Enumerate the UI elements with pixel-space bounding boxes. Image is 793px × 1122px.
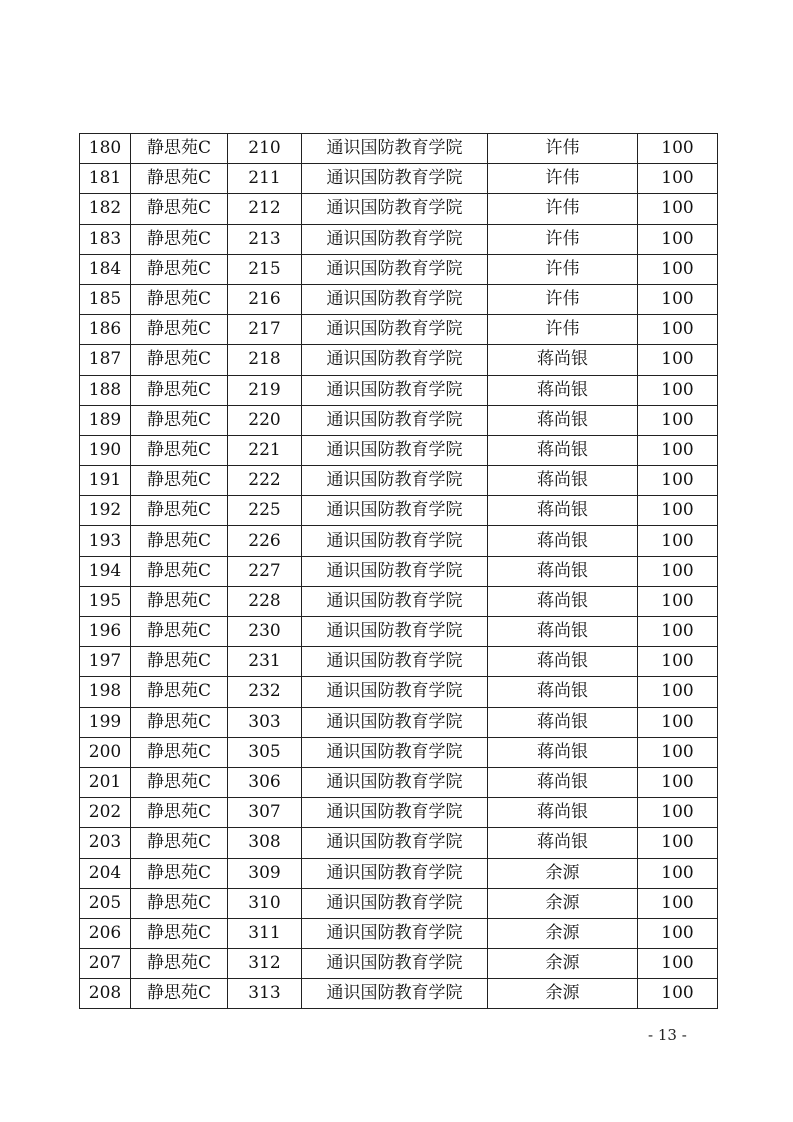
score-cell: 100 bbox=[638, 194, 718, 224]
building-cell: 静思苑C bbox=[131, 466, 228, 496]
row-number-cell: 206 bbox=[80, 918, 131, 948]
room-cell: 232 bbox=[228, 677, 302, 707]
room-cell: 217 bbox=[228, 315, 302, 345]
building-cell: 静思苑C bbox=[131, 858, 228, 888]
row-number-cell: 198 bbox=[80, 677, 131, 707]
row-number-cell: 207 bbox=[80, 949, 131, 979]
manager-cell: 余源 bbox=[488, 918, 638, 948]
building-cell: 静思苑C bbox=[131, 707, 228, 737]
score-cell: 100 bbox=[638, 828, 718, 858]
row-number-cell: 208 bbox=[80, 979, 131, 1009]
score-cell: 100 bbox=[638, 405, 718, 435]
table-row bbox=[80, 194, 718, 224]
row-number-cell: 190 bbox=[80, 435, 131, 465]
manager-cell: 蒋尚银 bbox=[488, 496, 638, 526]
building-cell: 静思苑C bbox=[131, 828, 228, 858]
row-number-cell: 203 bbox=[80, 828, 131, 858]
table-row bbox=[80, 979, 718, 1009]
row-number-cell: 183 bbox=[80, 224, 131, 254]
college-cell: 通识国防教育学院 bbox=[302, 767, 488, 797]
college-cell: 通识国防教育学院 bbox=[302, 556, 488, 586]
building-cell: 静思苑C bbox=[131, 435, 228, 465]
room-cell: 231 bbox=[228, 647, 302, 677]
score-cell: 100 bbox=[638, 375, 718, 405]
score-cell: 100 bbox=[638, 888, 718, 918]
college-cell: 通识国防教育学院 bbox=[302, 949, 488, 979]
score-cell: 100 bbox=[638, 345, 718, 375]
table-row bbox=[80, 375, 718, 405]
manager-cell: 余源 bbox=[488, 949, 638, 979]
score-cell: 100 bbox=[638, 284, 718, 314]
room-cell: 227 bbox=[228, 556, 302, 586]
manager-cell: 许伟 bbox=[488, 134, 638, 164]
building-cell: 静思苑C bbox=[131, 164, 228, 194]
building-cell: 静思苑C bbox=[131, 888, 228, 918]
college-cell: 通识国防教育学院 bbox=[302, 284, 488, 314]
building-cell: 静思苑C bbox=[131, 918, 228, 948]
room-cell: 218 bbox=[228, 345, 302, 375]
manager-cell: 蒋尚银 bbox=[488, 526, 638, 556]
table-row bbox=[80, 737, 718, 767]
room-cell: 210 bbox=[228, 134, 302, 164]
manager-cell: 蒋尚银 bbox=[488, 767, 638, 797]
table-row bbox=[80, 466, 718, 496]
row-number-cell: 202 bbox=[80, 798, 131, 828]
manager-cell: 蒋尚银 bbox=[488, 828, 638, 858]
building-cell: 静思苑C bbox=[131, 949, 228, 979]
building-cell: 静思苑C bbox=[131, 315, 228, 345]
table-row bbox=[80, 134, 718, 164]
college-cell: 通识国防教育学院 bbox=[302, 224, 488, 254]
room-cell: 220 bbox=[228, 405, 302, 435]
manager-cell: 蒋尚银 bbox=[488, 405, 638, 435]
row-number-cell: 184 bbox=[80, 254, 131, 284]
manager-cell: 许伟 bbox=[488, 224, 638, 254]
college-cell: 通识国防教育学院 bbox=[302, 918, 488, 948]
table-row bbox=[80, 284, 718, 314]
table-row bbox=[80, 798, 718, 828]
row-number-cell: 180 bbox=[80, 134, 131, 164]
college-cell: 通识国防教育学院 bbox=[302, 375, 488, 405]
score-cell: 100 bbox=[638, 556, 718, 586]
manager-cell: 许伟 bbox=[488, 164, 638, 194]
table-row bbox=[80, 828, 718, 858]
table-row bbox=[80, 858, 718, 888]
row-number-cell: 187 bbox=[80, 345, 131, 375]
college-cell: 通识国防教育学院 bbox=[302, 496, 488, 526]
college-cell: 通识国防教育学院 bbox=[302, 254, 488, 284]
room-cell: 221 bbox=[228, 435, 302, 465]
building-cell: 静思苑C bbox=[131, 405, 228, 435]
score-cell: 100 bbox=[638, 586, 718, 616]
college-cell: 通识国防教育学院 bbox=[302, 798, 488, 828]
table-row bbox=[80, 647, 718, 677]
score-cell: 100 bbox=[638, 224, 718, 254]
college-cell: 通识国防教育学院 bbox=[302, 858, 488, 888]
room-cell: 313 bbox=[228, 979, 302, 1009]
room-cell: 225 bbox=[228, 496, 302, 526]
score-cell: 100 bbox=[638, 526, 718, 556]
building-cell: 静思苑C bbox=[131, 194, 228, 224]
manager-cell: 许伟 bbox=[488, 194, 638, 224]
table-row bbox=[80, 586, 718, 616]
table-row bbox=[80, 617, 718, 647]
manager-cell: 蒋尚银 bbox=[488, 586, 638, 616]
building-cell: 静思苑C bbox=[131, 254, 228, 284]
college-cell: 通识国防教育学院 bbox=[302, 345, 488, 375]
score-cell: 100 bbox=[638, 134, 718, 164]
room-cell: 312 bbox=[228, 949, 302, 979]
score-cell: 100 bbox=[638, 677, 718, 707]
row-number-cell: 199 bbox=[80, 707, 131, 737]
college-cell: 通识国防教育学院 bbox=[302, 466, 488, 496]
building-cell: 静思苑C bbox=[131, 284, 228, 314]
row-number-cell: 193 bbox=[80, 526, 131, 556]
table-body bbox=[80, 134, 718, 1009]
score-cell: 100 bbox=[638, 496, 718, 526]
table-row bbox=[80, 888, 718, 918]
room-cell: 305 bbox=[228, 737, 302, 767]
building-cell: 静思苑C bbox=[131, 375, 228, 405]
manager-cell: 余源 bbox=[488, 979, 638, 1009]
room-cell: 230 bbox=[228, 617, 302, 647]
college-cell: 通识国防教育学院 bbox=[302, 737, 488, 767]
college-cell: 通识国防教育学院 bbox=[302, 315, 488, 345]
college-cell: 通识国防教育学院 bbox=[302, 405, 488, 435]
table-row bbox=[80, 345, 718, 375]
score-cell: 100 bbox=[638, 647, 718, 677]
score-cell: 100 bbox=[638, 979, 718, 1009]
manager-cell: 蒋尚银 bbox=[488, 556, 638, 586]
score-cell: 100 bbox=[638, 737, 718, 767]
room-cell: 310 bbox=[228, 888, 302, 918]
building-cell: 静思苑C bbox=[131, 586, 228, 616]
manager-cell: 蒋尚银 bbox=[488, 677, 638, 707]
room-cell: 213 bbox=[228, 224, 302, 254]
table-row bbox=[80, 224, 718, 254]
college-cell: 通识国防教育学院 bbox=[302, 828, 488, 858]
manager-cell: 许伟 bbox=[488, 254, 638, 284]
table-row bbox=[80, 707, 718, 737]
table-row bbox=[80, 526, 718, 556]
college-cell: 通识国防教育学院 bbox=[302, 194, 488, 224]
manager-cell: 蒋尚银 bbox=[488, 737, 638, 767]
row-number-cell: 196 bbox=[80, 617, 131, 647]
row-number-cell: 200 bbox=[80, 737, 131, 767]
college-cell: 通识国防教育学院 bbox=[302, 435, 488, 465]
building-cell: 静思苑C bbox=[131, 737, 228, 767]
college-cell: 通识国防教育学院 bbox=[302, 164, 488, 194]
manager-cell: 蒋尚银 bbox=[488, 345, 638, 375]
building-cell: 静思苑C bbox=[131, 496, 228, 526]
score-cell: 100 bbox=[638, 254, 718, 284]
table-row bbox=[80, 767, 718, 797]
manager-cell: 蒋尚银 bbox=[488, 435, 638, 465]
row-number-cell: 188 bbox=[80, 375, 131, 405]
row-number-cell: 204 bbox=[80, 858, 131, 888]
page-number: - 13 - bbox=[648, 1026, 687, 1044]
college-cell: 通识国防教育学院 bbox=[302, 888, 488, 918]
room-cell: 306 bbox=[228, 767, 302, 797]
room-cell: 309 bbox=[228, 858, 302, 888]
row-number-cell: 195 bbox=[80, 586, 131, 616]
score-cell: 100 bbox=[638, 617, 718, 647]
dormitory-table bbox=[79, 133, 718, 1009]
college-cell: 通识国防教育学院 bbox=[302, 707, 488, 737]
manager-cell: 蒋尚银 bbox=[488, 707, 638, 737]
row-number-cell: 205 bbox=[80, 888, 131, 918]
row-number-cell: 194 bbox=[80, 556, 131, 586]
score-cell: 100 bbox=[638, 918, 718, 948]
manager-cell: 许伟 bbox=[488, 284, 638, 314]
room-cell: 307 bbox=[228, 798, 302, 828]
score-cell: 100 bbox=[638, 164, 718, 194]
room-cell: 212 bbox=[228, 194, 302, 224]
building-cell: 静思苑C bbox=[131, 345, 228, 375]
table-row bbox=[80, 949, 718, 979]
row-number-cell: 181 bbox=[80, 164, 131, 194]
college-cell: 通识国防教育学院 bbox=[302, 979, 488, 1009]
college-cell: 通识国防教育学院 bbox=[302, 526, 488, 556]
score-cell: 100 bbox=[638, 798, 718, 828]
row-number-cell: 189 bbox=[80, 405, 131, 435]
manager-cell: 蒋尚银 bbox=[488, 617, 638, 647]
college-cell: 通识国防教育学院 bbox=[302, 586, 488, 616]
manager-cell: 余源 bbox=[488, 888, 638, 918]
building-cell: 静思苑C bbox=[131, 647, 228, 677]
room-cell: 219 bbox=[228, 375, 302, 405]
manager-cell: 蒋尚银 bbox=[488, 647, 638, 677]
row-number-cell: 191 bbox=[80, 466, 131, 496]
room-cell: 216 bbox=[228, 284, 302, 314]
score-cell: 100 bbox=[638, 435, 718, 465]
score-cell: 100 bbox=[638, 949, 718, 979]
table-row bbox=[80, 254, 718, 284]
room-cell: 211 bbox=[228, 164, 302, 194]
row-number-cell: 185 bbox=[80, 284, 131, 314]
table-row bbox=[80, 435, 718, 465]
room-cell: 215 bbox=[228, 254, 302, 284]
row-number-cell: 182 bbox=[80, 194, 131, 224]
manager-cell: 蒋尚银 bbox=[488, 466, 638, 496]
row-number-cell: 186 bbox=[80, 315, 131, 345]
table-row bbox=[80, 405, 718, 435]
row-number-cell: 197 bbox=[80, 647, 131, 677]
score-cell: 100 bbox=[638, 315, 718, 345]
row-number-cell: 201 bbox=[80, 767, 131, 797]
manager-cell: 余源 bbox=[488, 858, 638, 888]
score-cell: 100 bbox=[638, 858, 718, 888]
building-cell: 静思苑C bbox=[131, 677, 228, 707]
college-cell: 通识国防教育学院 bbox=[302, 647, 488, 677]
building-cell: 静思苑C bbox=[131, 767, 228, 797]
room-cell: 226 bbox=[228, 526, 302, 556]
college-cell: 通识国防教育学院 bbox=[302, 617, 488, 647]
building-cell: 静思苑C bbox=[131, 798, 228, 828]
table-row bbox=[80, 677, 718, 707]
building-cell: 静思苑C bbox=[131, 526, 228, 556]
room-cell: 311 bbox=[228, 918, 302, 948]
building-cell: 静思苑C bbox=[131, 556, 228, 586]
manager-cell: 蒋尚银 bbox=[488, 375, 638, 405]
college-cell: 通识国防教育学院 bbox=[302, 677, 488, 707]
table-row bbox=[80, 496, 718, 526]
score-cell: 100 bbox=[638, 466, 718, 496]
table-row bbox=[80, 315, 718, 345]
room-cell: 228 bbox=[228, 586, 302, 616]
room-cell: 308 bbox=[228, 828, 302, 858]
room-cell: 303 bbox=[228, 707, 302, 737]
table-row bbox=[80, 556, 718, 586]
manager-cell: 许伟 bbox=[488, 315, 638, 345]
score-cell: 100 bbox=[638, 707, 718, 737]
score-cell: 100 bbox=[638, 767, 718, 797]
room-cell: 222 bbox=[228, 466, 302, 496]
building-cell: 静思苑C bbox=[131, 224, 228, 254]
building-cell: 静思苑C bbox=[131, 134, 228, 164]
table-row bbox=[80, 164, 718, 194]
building-cell: 静思苑C bbox=[131, 617, 228, 647]
manager-cell: 蒋尚银 bbox=[488, 798, 638, 828]
table-row bbox=[80, 918, 718, 948]
row-number-cell: 192 bbox=[80, 496, 131, 526]
college-cell: 通识国防教育学院 bbox=[302, 134, 488, 164]
building-cell: 静思苑C bbox=[131, 979, 228, 1009]
